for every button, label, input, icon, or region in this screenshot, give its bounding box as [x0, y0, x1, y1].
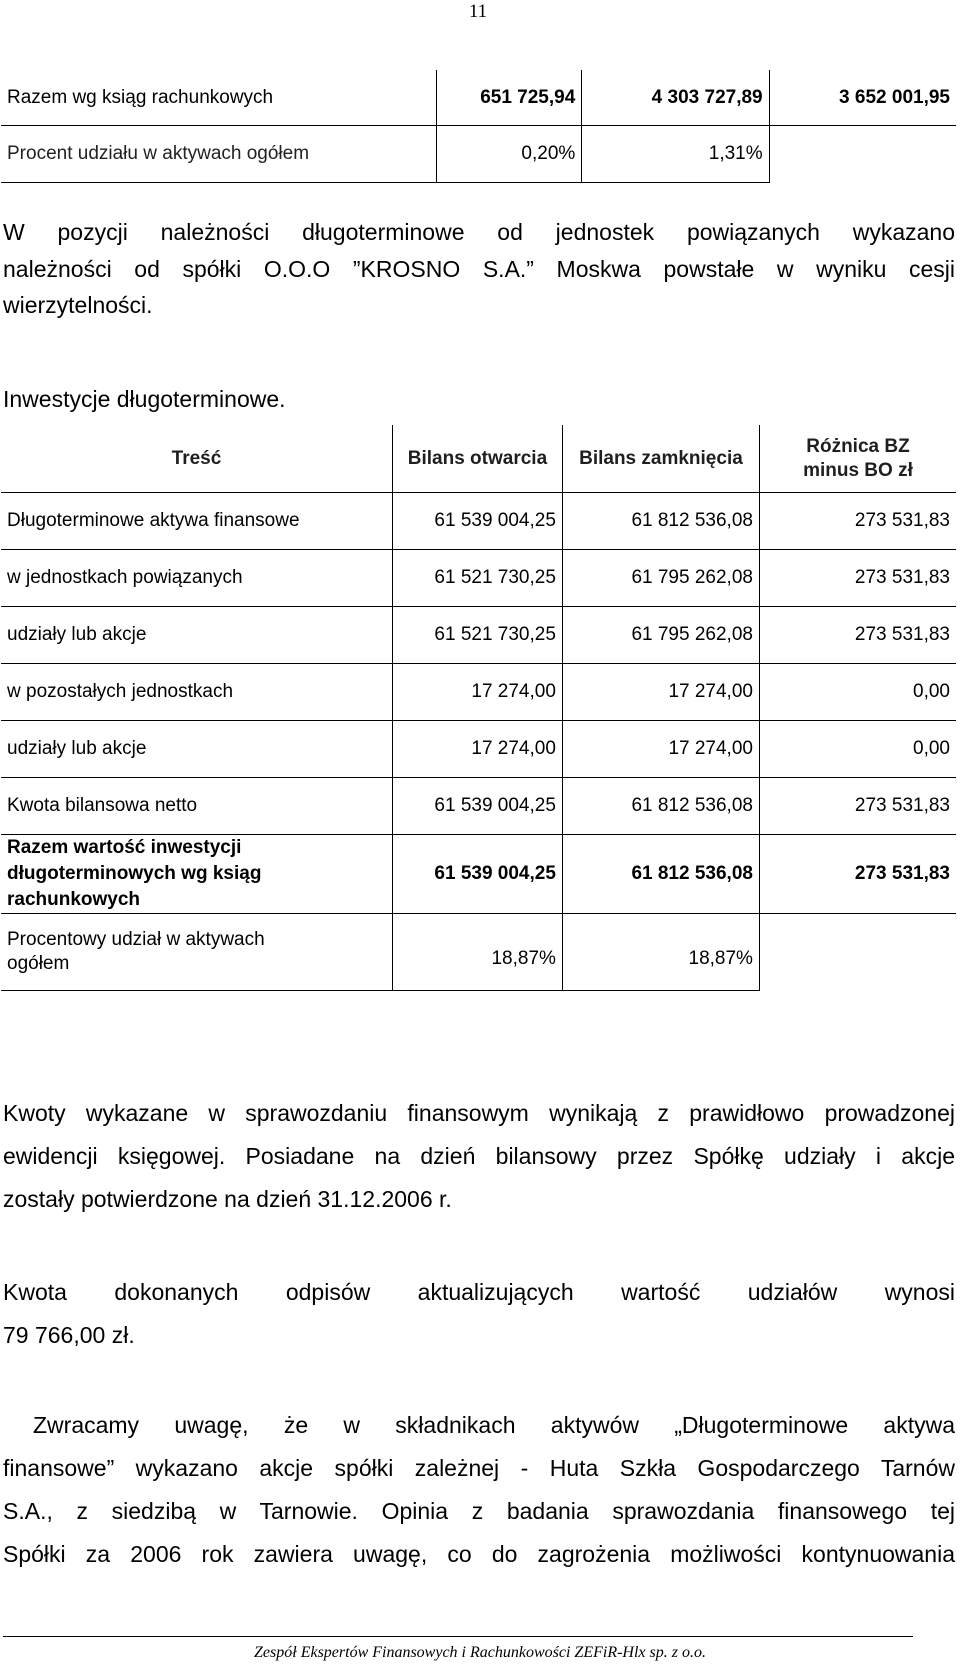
row-label: Procent udziału w aktywach ogółem	[1, 126, 437, 183]
row-label: w pozostałych jednostkach	[1, 664, 392, 721]
label-line: rachunkowych	[7, 889, 141, 910]
text-line: ewidencji księgowej. Posiadane na dzień bilansowy przez Spółkę udziały i akcje	[3, 1143, 955, 1169]
value-cell: 3 652 001,95	[769, 70, 956, 126]
value-cell: 61 539 004,25	[392, 493, 562, 550]
paragraph-receivables	[3, 214, 955, 324]
percent-row	[1, 914, 956, 991]
value-cell: 17 274,00	[392, 664, 562, 721]
value-cell: 61 539 004,25	[392, 778, 562, 835]
value-cell: 273 531,83	[759, 550, 956, 607]
value-cell: 61 539 004,25	[392, 835, 562, 914]
row-label: Kwota bilansowa netto	[1, 778, 392, 835]
text-line: Kwota dokonanych odpisów aktualizujących wartość udziałów wynosi	[3, 1279, 955, 1305]
column-header: Bilans zamknięcia	[562, 425, 759, 493]
column-header: Bilans otwarcia	[392, 425, 562, 493]
value-cell: 0,00	[759, 664, 956, 721]
value-cell	[759, 914, 956, 991]
value-cell	[769, 126, 956, 183]
value-cell: 61 812 536,08	[562, 778, 759, 835]
value-cell: 61 795 262,08	[562, 550, 759, 607]
text-line: Kwoty wykazane w sprawozdaniu finansowym wynikają z prawidłowo prowadzonej	[3, 1100, 955, 1126]
total-row	[1, 835, 956, 914]
value-cell: 4 303 727,89	[582, 70, 769, 126]
table-header-row	[1, 425, 956, 493]
page-footer: Zespół Ekspertów Finansowych i Rachunkowości ZEFiR-Hlx sp. z o.o.	[254, 1644, 706, 1661]
value-cell: 61 795 262,08	[562, 607, 759, 664]
value-cell: 61 521 730,25	[392, 607, 562, 664]
top-summary-table	[1, 70, 956, 183]
paragraph-emphasis	[3, 1404, 955, 1576]
value-cell: 0,00	[759, 721, 956, 778]
label-line: długoterminowych wg ksiąg	[7, 863, 262, 884]
table-row	[1, 664, 956, 721]
value-cell: 61 812 536,08	[562, 493, 759, 550]
label-line: Procentowy udział w aktywach	[7, 929, 265, 950]
investments-table	[1, 425, 956, 991]
text-line: zostały potwierdzone na dzień 31.12.2006 r.	[3, 1186, 452, 1212]
row-label: w jednostkach powiązanych	[1, 550, 392, 607]
value-cell: 273 531,83	[759, 493, 956, 550]
text-line: S.A., z siedzibą w Tarnowie. Opinia z badania sprawozdania finansowego tej	[3, 1498, 955, 1524]
section-heading: Inwestycje długoterminowe.	[3, 386, 286, 412]
row-label: udziały lub akcje	[1, 721, 392, 778]
table-row	[1, 70, 956, 126]
row-label: udziały lub akcje	[1, 607, 392, 664]
value-cell: 18,87%	[562, 914, 759, 991]
table-row	[1, 721, 956, 778]
page-number: 11	[468, 1, 488, 22]
text-line: 79 766,00 zł.	[3, 1322, 135, 1348]
row-label: Razem wg ksiąg rachunkowych	[1, 70, 437, 126]
table-row	[1, 493, 956, 550]
footer-divider	[3, 1636, 913, 1637]
table-row	[1, 607, 956, 664]
value-cell: 1,31%	[582, 126, 769, 183]
text-line: Spółki za 2006 rok zawiera uwagę, co do zagrożenia możliwości kontynuowania	[3, 1541, 955, 1567]
row-label: Długoterminowe aktywa finansowe	[1, 493, 392, 550]
text-line: Zwracamy uwagę, że w składnikach aktywów „Długoterminowe aktywa	[33, 1412, 955, 1438]
label-line: ogółem	[7, 953, 70, 974]
paragraph-confirmation	[3, 1092, 955, 1221]
row-label	[1, 914, 392, 991]
value-cell: 17 274,00	[392, 721, 562, 778]
header-line: minus BO zł	[803, 459, 913, 481]
text-line: należności od spółki O.O.O ”KROSNO S.A.” Moskwa powstałe w wyniku cesji	[3, 255, 955, 282]
value-cell: 273 531,83	[759, 835, 956, 914]
value-cell: 17 274,00	[562, 721, 759, 778]
text-line: W pozycji należności długoterminowe od jednostek powiązanych wykazano	[3, 219, 955, 245]
column-header: Treść	[1, 425, 392, 493]
text-line: wierzytelności.	[3, 292, 153, 318]
value-cell: 61 521 730,25	[392, 550, 562, 607]
table-row	[1, 778, 956, 835]
value-cell: 651 725,94	[437, 70, 582, 126]
label-line: Razem wartość inwestycji	[7, 837, 242, 858]
column-header	[759, 425, 956, 493]
table-row	[1, 126, 956, 183]
row-label	[1, 835, 392, 914]
value-cell: 17 274,00	[562, 664, 759, 721]
value-cell: 61 812 536,08	[562, 835, 759, 914]
table-row	[1, 550, 956, 607]
header-line: Różnica BZ	[806, 435, 910, 457]
value-cell: 273 531,83	[759, 607, 956, 664]
value-cell: 0,20%	[437, 126, 582, 183]
paragraph-write-downs	[3, 1271, 955, 1357]
value-cell: 273 531,83	[759, 778, 956, 835]
value-cell: 18,87%	[392, 914, 562, 991]
text-line: finansowe” wykazano akcje spółki zależnej - Huta Szkła Gospodarczego Tarnów	[3, 1455, 955, 1481]
